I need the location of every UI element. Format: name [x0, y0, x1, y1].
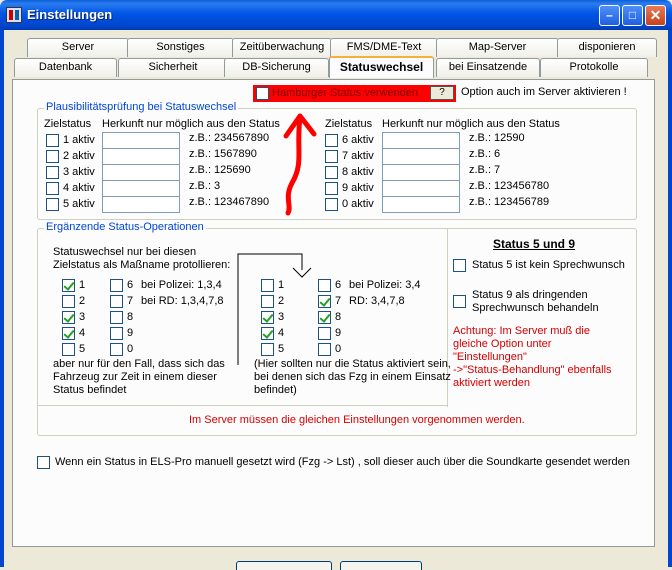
- note-rd-right: RD: 3,4,7,8: [349, 295, 405, 307]
- plausi-left-checkbox[interactable]: [46, 134, 59, 147]
- status-checkbox-label: 1: [278, 279, 285, 291]
- status-checkbox-label: 7: [335, 295, 342, 307]
- intro-line-1: Statuswechsel nur bei diesen: [53, 246, 197, 258]
- minimize-button[interactable]: –: [599, 5, 620, 26]
- plausi-left-checkbox[interactable]: [46, 182, 59, 195]
- warning-line-4: ->"Status-Behandlung" ebenfalls: [453, 364, 612, 376]
- status-checkbox[interactable]: [318, 295, 331, 308]
- plausi-left-example: z.B.: 1567890: [189, 148, 257, 160]
- plausi-left-example: z.B.: 3: [189, 180, 221, 192]
- plausi-left-label: 3 aktiv: [63, 166, 95, 178]
- left-footer-1: aber nur für den Fall, dass sich das: [53, 358, 225, 370]
- status-checkbox-label: 7: [127, 295, 134, 307]
- tab-3-back[interactable]: FMS/DME-Text: [330, 38, 438, 57]
- plausi-right-example: z.B.: 123456780: [469, 180, 550, 192]
- plausi-left-example: z.B.: 234567890: [189, 132, 270, 144]
- status-checkbox[interactable]: [318, 279, 331, 292]
- status-checkbox-label: 5: [278, 343, 285, 355]
- server-note: Im Server müssen die gleichen Einstellungen vorgenommen werden.: [189, 414, 525, 426]
- maximize-button[interactable]: □: [622, 5, 643, 26]
- plausi-left-input[interactable]: [102, 180, 180, 197]
- window-frame-right: [668, 30, 672, 567]
- status-checkbox[interactable]: [318, 343, 331, 356]
- ok-button[interactable]: [236, 561, 332, 570]
- plausi-left-example: z.B.: 123467890: [189, 196, 270, 208]
- status-checkbox-label: 2: [278, 295, 285, 307]
- status-checkbox-label: 0: [335, 343, 342, 355]
- status-checkbox[interactable]: [62, 327, 75, 340]
- connector-line: [230, 250, 320, 370]
- plausi-left-label: 2 aktiv: [63, 150, 95, 162]
- plausi-col-herkunft-left: Herkunft nur möglich aus den Status: [102, 118, 280, 130]
- status-checkbox-label: 1: [79, 279, 86, 291]
- plausi-right-input[interactable]: [382, 164, 460, 181]
- status-checkbox-label: 4: [278, 327, 285, 339]
- plausi-left-label: 1 aktiv: [63, 134, 95, 146]
- plausi-right-example: z.B.: 123456789: [469, 196, 550, 208]
- status9-label-1: Status 9 als dringenden: [472, 289, 588, 301]
- status-checkbox[interactable]: [261, 295, 274, 308]
- plausi-right-label: 8 aktiv: [342, 166, 374, 178]
- divider-horizontal: [38, 405, 447, 406]
- status-checkbox-label: 6: [335, 279, 342, 291]
- status9-checkbox[interactable]: [453, 295, 466, 308]
- note-polizei-left: bei Polizei: 1,3,4: [141, 279, 222, 291]
- status-checkbox[interactable]: [110, 295, 123, 308]
- plausi-left-input[interactable]: [102, 132, 180, 149]
- status-checkbox[interactable]: [318, 311, 331, 324]
- app-icon: [6, 7, 22, 23]
- plausi-right-example: z.B.: 12590: [469, 132, 525, 144]
- ergaenzend-title: Ergänzende Status-Operationen: [46, 221, 204, 233]
- soundcard-checkbox[interactable]: [37, 456, 50, 469]
- status59-title: Status 5 und 9: [493, 237, 576, 251]
- status-checkbox[interactable]: [318, 327, 331, 340]
- soundcard-label: Wenn ein Status in ELS-Pro manuell gesetzt wird (Fzg -> Lst) , soll dieser auch über die Soundkarte gesendet werden: [55, 456, 630, 468]
- intro-line-2: Zielstatus als Maßname protollieren:: [53, 259, 231, 271]
- hamburger-note: Option auch im Server aktivieren !: [461, 86, 627, 98]
- tab-2-back[interactable]: Zeitüberwachung: [232, 38, 332, 57]
- status-checkbox[interactable]: [110, 343, 123, 356]
- plausi-left-input[interactable]: [102, 148, 180, 165]
- cancel-button[interactable]: [340, 561, 422, 570]
- plausi-left-checkbox[interactable]: [46, 198, 59, 211]
- plausi-right-checkbox[interactable]: [325, 198, 338, 211]
- plausi-right-example: z.B.: 6: [469, 148, 501, 160]
- plausi-col-zielstatus-right: Zielstatus: [325, 118, 373, 130]
- tab-5-front[interactable]: Protokolle: [540, 58, 648, 77]
- warning-line-1: Achtung: Im Server muß die: [453, 325, 590, 337]
- plausi-right-label: 9 aktiv: [342, 182, 374, 194]
- status-checkbox[interactable]: [110, 279, 123, 292]
- status-checkbox-label: 3: [278, 311, 285, 323]
- plausi-right-input[interactable]: [382, 148, 460, 165]
- tab-4-back[interactable]: Map-Server: [436, 38, 559, 57]
- warning-line-2: gleiche Option unter: [453, 338, 552, 350]
- tab-4-front[interactable]: bei Einsatzende: [436, 58, 540, 77]
- status-checkbox[interactable]: [62, 279, 75, 292]
- status-checkbox-label: 8: [335, 311, 342, 323]
- status-checkbox-label: 5: [79, 343, 86, 355]
- note-rd-left: bei RD: 1,3,4,7,8: [141, 295, 224, 307]
- status9-label-2: Sprechwunsch behandeln: [472, 302, 599, 314]
- plausi-left-label: 4 aktiv: [63, 182, 95, 194]
- status-checkbox[interactable]: [62, 295, 75, 308]
- status-checkbox-label: 6: [127, 279, 134, 291]
- plausi-right-input[interactable]: [382, 196, 460, 213]
- status-checkbox[interactable]: [62, 311, 75, 324]
- plausi-right-checkbox[interactable]: [325, 134, 338, 147]
- hamburger-label: Hamburger Status verwenden: [272, 87, 419, 99]
- status-checkbox[interactable]: [261, 311, 274, 324]
- status-checkbox-label: 0: [127, 343, 134, 355]
- plausi-right-label: 6 aktiv: [342, 134, 374, 146]
- plausi-left-input[interactable]: [102, 196, 180, 213]
- status-checkbox-label: 8: [127, 311, 134, 323]
- left-footer-3: Status befindet: [53, 384, 127, 396]
- warning-line-5: aktiviert werden: [453, 377, 531, 389]
- tab-0-back[interactable]: Server: [27, 38, 129, 57]
- tab-0-front[interactable]: Datenbank: [14, 58, 117, 77]
- warning-line-3: "Einstellungen": [453, 351, 527, 363]
- tab-3-front[interactable]: Statuswechsel: [329, 56, 434, 78]
- tab-2-front[interactable]: DB-Sicherung: [224, 58, 329, 77]
- plausi-title: Plausibilitätsprüfung bei Statuswechsel: [46, 101, 237, 113]
- note-polizei-right: bei Polizei: 3,4: [349, 279, 421, 291]
- status-checkbox[interactable]: [261, 279, 274, 292]
- plausi-right-checkbox[interactable]: [325, 166, 338, 179]
- status-checkbox[interactable]: [110, 311, 123, 324]
- plausi-right-example: z.B.: 7: [469, 164, 501, 176]
- plausi-right-label: 0 aktiv: [342, 198, 374, 210]
- plausi-right-label: 7 aktiv: [342, 150, 374, 162]
- status5-label: Status 5 ist kein Sprechwunsch: [472, 259, 625, 271]
- tab-1-back[interactable]: Sonstiges: [127, 38, 234, 57]
- plausi-col-zielstatus-left: Zielstatus: [44, 118, 92, 130]
- plausi-right-input[interactable]: [382, 132, 460, 149]
- plausi-left-checkbox[interactable]: [46, 150, 59, 163]
- right-footer-1: (Hier sollten nur die Status aktiviert sein,: [254, 358, 451, 370]
- plausi-right-input[interactable]: [382, 180, 460, 197]
- plausi-left-label: 5 aktiv: [63, 198, 95, 210]
- hamburger-checkbox[interactable]: [256, 87, 269, 100]
- status-checkbox[interactable]: [261, 327, 274, 340]
- plausi-right-checkbox[interactable]: [325, 150, 338, 163]
- status-checkbox-label: 2: [79, 295, 86, 307]
- status-checkbox[interactable]: [110, 327, 123, 340]
- plausi-left-example: z.B.: 125690: [189, 164, 251, 176]
- status-checkbox-label: 4: [79, 327, 86, 339]
- status5-checkbox[interactable]: [453, 259, 466, 272]
- right-footer-2: bei denen sich das Fzg in einem Einsatz: [254, 371, 451, 383]
- plausi-left-input[interactable]: [102, 164, 180, 181]
- window-title: Einstellungen: [27, 7, 113, 22]
- status-checkbox-label: 3: [79, 311, 86, 323]
- plausi-col-herkunft-right: Herkunft nur möglich aus den Status: [382, 118, 560, 130]
- left-footer-2: Fahrzeug zur Zeit in einem dieser: [53, 371, 217, 383]
- right-footer-3: befindet): [254, 384, 297, 396]
- status-checkbox[interactable]: [62, 343, 75, 356]
- plausi-right-checkbox[interactable]: [325, 182, 338, 195]
- status-checkbox-label: 9: [335, 327, 342, 339]
- red-arrow-annotation: [270, 108, 330, 218]
- tab-5-back[interactable]: disponieren: [557, 38, 657, 57]
- help-button[interactable]: ?: [430, 86, 454, 100]
- close-button[interactable]: ✕: [645, 5, 666, 26]
- plausi-left-checkbox[interactable]: [46, 166, 59, 179]
- tab-1-front[interactable]: Sicherheit: [118, 58, 228, 77]
- status-checkbox[interactable]: [261, 343, 274, 356]
- status-checkbox-label: 9: [127, 327, 134, 339]
